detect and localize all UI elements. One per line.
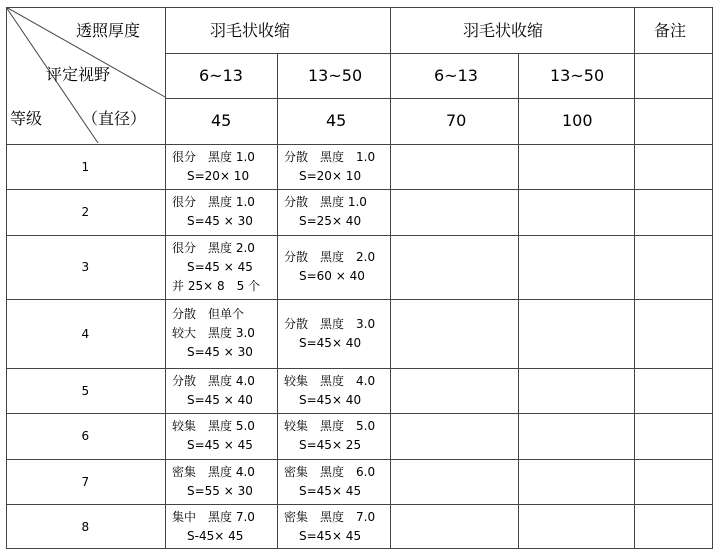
grid-vline xyxy=(165,7,166,549)
field-label: 评定视野 xyxy=(46,65,111,84)
grade-cell: 3 xyxy=(81,260,90,274)
grid-hline xyxy=(165,98,713,99)
grid-hline xyxy=(6,368,713,369)
cell-range-6-13: S=20× 10 xyxy=(187,168,250,183)
grid-vline xyxy=(518,53,519,549)
cell-range-13-50: 较集 黑度 5.0 xyxy=(284,419,376,433)
group1-title: 羽毛状收缩 xyxy=(210,21,291,40)
grade-cell: 5 xyxy=(81,383,90,398)
cell-range-13-50: 分散 黑度 1.0 xyxy=(284,149,376,164)
cell-range-13-50: 分散 黑度 1.0 xyxy=(284,195,367,209)
cell-range-13-50: 分散 黑度 3.0 xyxy=(284,316,376,331)
grid-vline xyxy=(712,7,713,549)
group2-title: 羽毛状收缩 xyxy=(463,21,544,40)
cell-range-6-13: 分散 黑度 4.0 xyxy=(172,373,255,388)
cell-range-6-13: S=45 × 40 xyxy=(187,392,253,407)
grid-hline xyxy=(6,459,713,460)
cell-range-6-13: 密集 黑度 4.0 xyxy=(172,464,255,479)
diameter-4: 100 xyxy=(562,111,593,130)
grid-vline xyxy=(277,53,278,549)
grade-cell: 1 xyxy=(81,159,90,174)
grid-vline xyxy=(6,7,7,549)
grid-hline xyxy=(6,548,713,549)
diameter-3: 70 xyxy=(446,111,467,130)
cell-range-13-50: S=45× 45 xyxy=(299,528,362,543)
cell-range-6-13: S=55 × 30 xyxy=(187,483,253,498)
thickness-label: 透照厚度 xyxy=(76,21,141,40)
diameter-label: （直径） xyxy=(82,109,147,128)
cell-range-6-13: 很分 黑度 1.0 xyxy=(172,195,255,209)
grade-cell: 8 xyxy=(81,519,90,534)
cell-range-13-50: S=45× 25 xyxy=(299,438,362,452)
cell-range-6-13: S=45 × 30 xyxy=(187,214,253,228)
grid-hline xyxy=(6,299,713,300)
cell-range-13-50: 密集 黑度 7.0 xyxy=(284,509,376,524)
cell-range-6-13: S=45 × 45 xyxy=(187,259,253,274)
cell-range-6-13: 分散 但单个 xyxy=(172,307,245,321)
grid-hline xyxy=(6,189,713,190)
cell-range-6-13: 较集 黑度 5.0 xyxy=(172,419,255,433)
diameter-2: 45 xyxy=(326,111,347,130)
cell-range-13-50: 分散 黑度 2.0 xyxy=(284,250,376,264)
grid-hline xyxy=(6,504,713,505)
cell-range-13-50: S=25× 40 xyxy=(299,214,362,228)
grid-hline xyxy=(6,413,713,414)
range-1: 6~13 xyxy=(199,66,243,85)
grade-cell: 4 xyxy=(81,326,90,341)
grid-hline xyxy=(6,144,713,145)
grade-cell: 6 xyxy=(81,429,90,443)
cell-range-6-13: 集中 黑度 7.0 xyxy=(172,509,255,524)
cell-range-13-50: S=20× 10 xyxy=(299,168,362,183)
cell-range-13-50: S=45× 45 xyxy=(299,483,362,498)
cell-range-6-13: S=45 × 30 xyxy=(187,345,253,359)
cell-range-13-50: S=45× 40 xyxy=(299,335,362,350)
grid-hline xyxy=(6,7,713,8)
grade-cell: 2 xyxy=(81,205,90,219)
grade-cell: 7 xyxy=(81,474,90,489)
cell-range-13-50: 较集 黑度 4.0 xyxy=(284,373,376,388)
cell-range-13-50: S=45× 40 xyxy=(299,392,362,407)
range-4: 13~50 xyxy=(550,66,605,85)
diameter-1: 45 xyxy=(211,111,232,130)
cell-range-13-50: S=60 × 40 xyxy=(299,269,365,283)
grid-hline xyxy=(6,235,713,236)
cell-range-6-13: 较大 黑度 3.0 xyxy=(172,326,255,340)
grid-vline xyxy=(634,7,635,549)
remark-title: 备注 xyxy=(654,21,687,40)
cell-range-13-50: 密集 黑度 6.0 xyxy=(284,464,376,479)
grid-hline xyxy=(165,53,713,54)
cell-range-6-13: S=45 × 45 xyxy=(187,438,253,452)
cell-range-6-13: 很分 黑度 2.0 xyxy=(172,240,255,255)
cell-range-6-13: 很分 黑度 1.0 xyxy=(172,149,255,164)
grid-vline xyxy=(390,7,391,549)
grading-table xyxy=(6,7,713,549)
cell-range-6-13: S-45× 45 xyxy=(187,528,244,543)
range-3: 6~13 xyxy=(434,66,478,85)
cell-range-6-13: 并 25× 8 5 个 xyxy=(172,278,261,293)
grade-label: 等级 xyxy=(10,109,43,128)
range-2: 13~50 xyxy=(308,66,363,85)
